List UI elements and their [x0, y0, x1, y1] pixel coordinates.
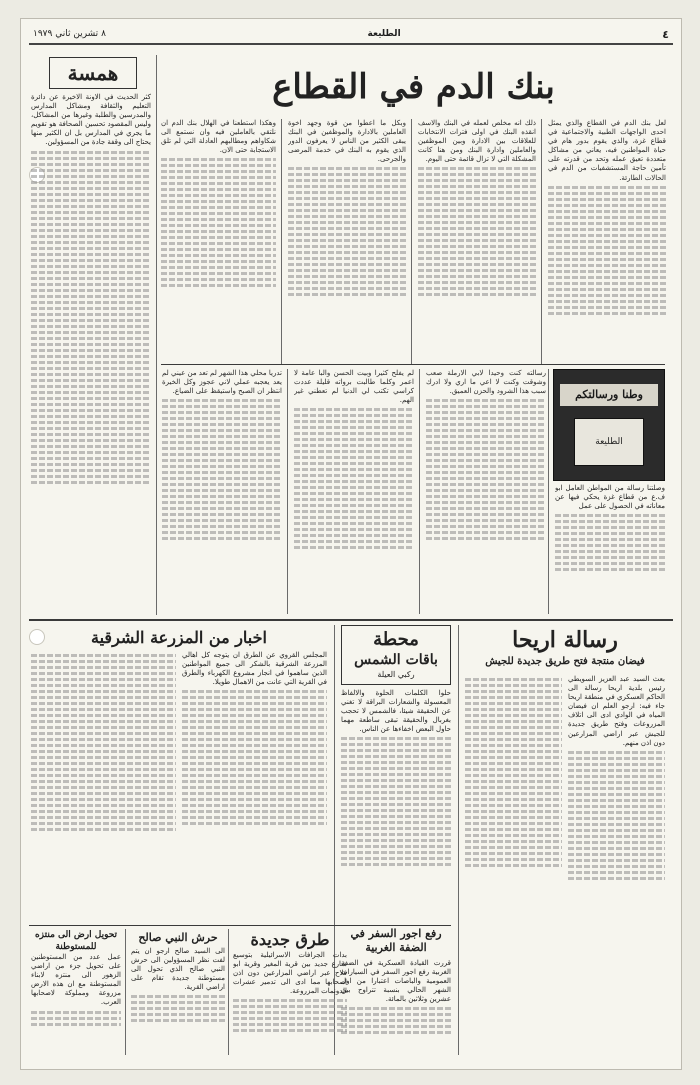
- article-photo: [553, 369, 665, 481]
- nabi-saleh-text: الى السيد صالح ارجو ان يتم لفت نظر المسؤولين الى حرش النبي صالح الذي تحول الى مستوطنة جديدة تقام على اراضي القرية.: [131, 947, 225, 1022]
- hams-text: كثر الحديث في الاونة الاخيرة عن دائرة التعليم والثقافة ومشاكل المدارس والمدرسين والطلبة وغيرها من المشاكل، وليس المقصود تحسين الصحافة هو تقويم ما يجري في المدارس بل ان الكثير منها يحتاج الى وقفة جادة من المسؤولين.: [31, 93, 151, 484]
- jericho-text-continued: [465, 675, 562, 883]
- nabi-saleh-article: [131, 929, 225, 1059]
- newspaper-name: الطليعة: [367, 29, 401, 39]
- eastern-farm-text-continued: [31, 651, 176, 834]
- mahatat-subtitle: باقات الشمس: [354, 652, 438, 668]
- letter-column: رسالته كنت وحيدا لابي الارملة صعب وشوقت وكنت لا اعي ما اري ولا ادرك سبب هذا الشرود والحزن العميق.: [426, 369, 546, 614]
- eastern-farm-text: المجلس القروي عن الطرق ان يتوجه كل اهالي المزرعة الشرقية بالشكر الى جميع المواطنين الذين ساهموا في انجاز مشروع الكهرباء والطرق في القرية التي عانت من الاهمال طويلا.: [182, 651, 327, 834]
- photo-newspaper: الطليعة: [574, 418, 644, 466]
- mahatat-title: محطة: [373, 629, 419, 650]
- letter-text-area: [161, 369, 546, 614]
- wages-article: [341, 925, 451, 1055]
- lead-column: وهكذا استطعنا في الهلال بنك الدم ان نلتقي بالعاملين فيه وان نستمع الى شكاواهم ومطالبهم العادلة التي لم تلق الاستجابة حتى الان.: [161, 119, 276, 364]
- new-roads-article: [233, 929, 347, 1059]
- wages-headline: رفع اجور السفر في الضفة الغربية: [350, 927, 442, 954]
- mahatat-author: ركبي العيلة: [377, 670, 415, 679]
- jericho-text: بعث السيد عبد العزيز السويطي رئيس بلدية اريحا رسالة الى الحاكم العسكري في منطقة اريحا جاء فيه: ارجو العلم ان فيضان المياه في الوادي ادى الى اتلاف المزروعات وفتح طريق جديدة للجيش عبر اراضي المزارعين دون اذن منهم.: [568, 675, 665, 883]
- jericho-article: [465, 625, 665, 917]
- mahatat-column: [341, 625, 451, 920]
- jericho-subheadline: فيضان منتجة فتح طريق جديدة للجيش: [485, 656, 645, 667]
- new-roads-headline: طرق جديدة: [250, 930, 330, 949]
- photo-caption: وصلتنا رسالة من المواطن العامل ابو ف.ع من قطاع غزة يحكي فيها عن معاناته في الحصول على عمل: [555, 484, 665, 614]
- photo-masthead: وطنا ورسالتكم: [560, 384, 658, 406]
- lead-headline-area: [161, 59, 666, 117]
- settlement-headline: تحويل ارض الى منتزه للمستوطنة: [34, 930, 118, 952]
- lead-article-body: [161, 119, 666, 364]
- lead-column: وبكل ما اعطوا من قوة وجهد اخوة العاملين بالادارة والموظفين في البنك يبقى الكثير من الناس لا يعرفون الدور الذي يقوم به البنك في خدمة المرضى والجرحى.: [288, 119, 406, 364]
- lead-column: ذلك انه مخلص لعمله في البنك والاسف انقذه البنك في اولى فترات الانتخابات للعلاقات بين الادارة وبين الموظفين والعاملين وادارة البنك ومن هنا كانت المشكلة التي لا تزال قائمة حتى اليوم.: [418, 119, 536, 364]
- eastern-farm-headline: اخبار من المزرعة الشرقية: [91, 628, 267, 647]
- nabi-saleh-headline: حرش النبي صالح: [138, 931, 218, 944]
- lead-headline: بنك الدم في القطاع: [272, 67, 555, 107]
- lead-column: لعل بنك الدم في القطاع والذي يمثل احدى الواجهات الطبية والاجتماعية في قطاع غزة، والذي يقوم بدور هام في حياة المواطنين فيه، يعاني من مشاكل متعددة تعيق عمله وتحد من قدرته على تأمين حاجة المستشفيات من الدم في الحالات الطارئة.: [548, 119, 666, 364]
- newspaper-page: [20, 18, 682, 1070]
- jericho-headline: رسالة اريحا: [512, 627, 618, 653]
- page-masthead: [29, 25, 673, 45]
- settlement-text: عمل عدد من المستوطنين على تحويل جزء من اراضي الزهور الى منتزه لابناء المستوطنة مع ان هذه الارض مزروعة ومملوكة لاصحابها العرب.: [31, 953, 121, 1026]
- letter-column: لم يفلح كثيرا وبيت الحسن والبا عامة لا اعمر وكلما طالبت برواته قليلة عددت كراسي تكتب لي الدنيا لم تعطني غير الهم.: [294, 369, 414, 614]
- eastern-farm-article: [31, 625, 327, 920]
- issue-date: ٨ تشرين ثاني ١٩٧٩: [33, 29, 106, 39]
- letter-column: تدريا محلي هذا الشهر لم تعد من عيني لم يعد يعجبه عملي لاني عجوز وكل الخيرة انتظر ان الصبح واستيقظ على الضياع.: [162, 369, 282, 614]
- new-roads-text: بدات الجرافات الاسرائيلية بتوسيع شارع جديد بين قرية المغير وقرية ابو فلاح عبر اراضي المزارعين دون اذن اصحابها مما ادى الى تدمير عشرات الدونمات المزروعة.: [233, 951, 347, 1032]
- mahatat-text: حلوا الكلمات الحلوة والالفاظ المعسولة والشعارات البراقة لا تغني عن الحقيقة شيئا، فالشمس لا تحجب بغربال والحقيقة تبقى ساطعة مهما حاول البعض اخفاءها عن الناس.: [341, 689, 451, 866]
- wages-text: قررت القيادة العسكرية في الضفة الغربية رفع اجور السفر في السيارات العمومية والباصات اعتبارا من اول الشهر الحالي بنسبة تتراوح بين عشرين وثلاثين بالمائة.: [341, 959, 451, 1034]
- page-number: ٤: [662, 27, 669, 41]
- hams-column: [31, 55, 151, 615]
- settlement-park-article: [31, 929, 121, 1059]
- hams-title: همسة: [67, 61, 119, 85]
